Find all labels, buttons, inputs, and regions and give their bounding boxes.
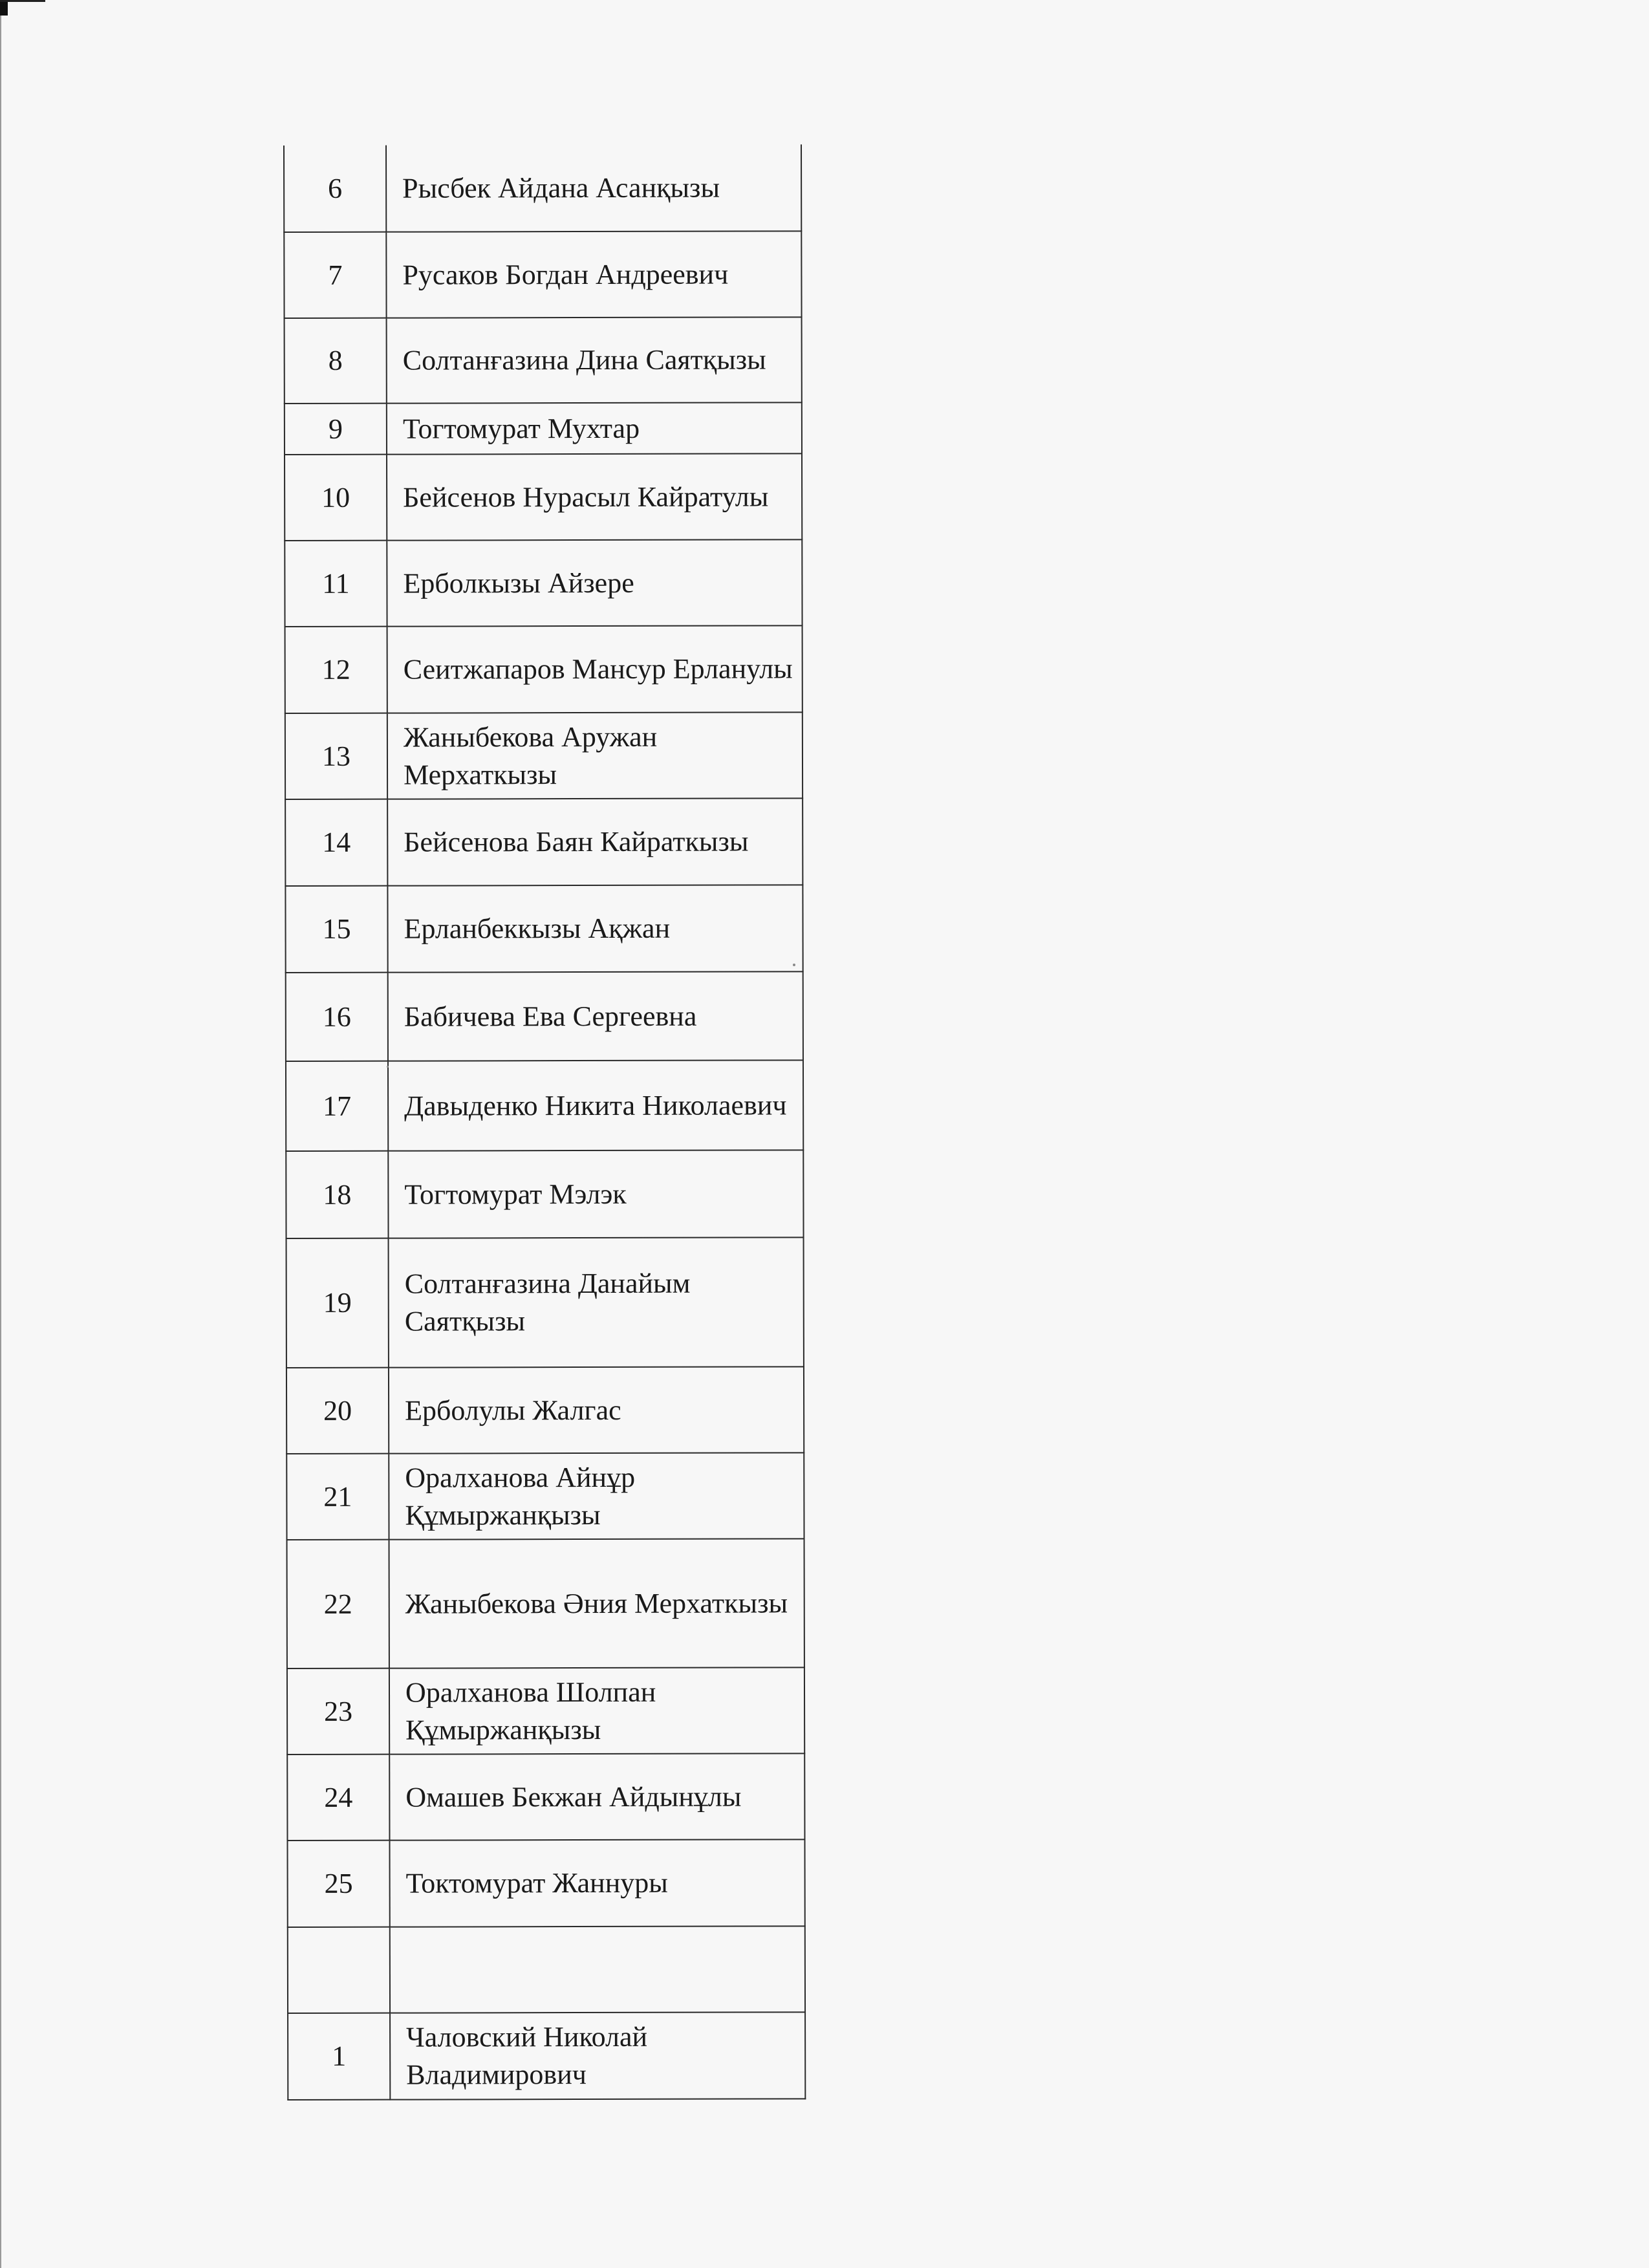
document-page [283,144,804,2101]
table-row [287,1753,804,1841]
student-name: Тогтомурат Мухтар [387,402,802,454]
row-number: 16 [286,973,388,1061]
row-number: 25 [287,1841,389,1927]
student-name [390,1926,805,2013]
scan-speck [793,964,795,966]
table-row [286,1366,804,1454]
student-name: Оралханова Шолпан Құмыржанқызы [389,1667,804,1754]
row-number: 14 [285,799,387,886]
row-number: 23 [287,1669,389,1755]
scan-edge-shadow [0,0,1,2268]
row-number: 12 [285,627,387,713]
row-number: 7 [284,232,386,318]
table-row [285,625,803,713]
student-name: Оралханова Айнұр Құмыржанқызы [389,1453,804,1539]
student-name: Ерланбеккызы Ақжан [387,885,803,972]
student-name: Жаныбекова Аружан Мерхаткызы [387,712,803,799]
row-number: 21 [286,1454,389,1540]
student-name: Чаловский Николай Владимирович [390,2012,805,2099]
table-row-empty [288,1926,805,2013]
row-number: 22 [287,1540,389,1669]
student-name: Бабичева Ева Сергеевна [388,971,803,1061]
student-name: Русаков Богдан Андреевич [386,231,801,318]
row-number: 17 [286,1061,388,1151]
row-number [288,1927,390,2013]
row-number: 15 [285,886,387,973]
table-row [285,798,803,886]
table-row [286,1237,804,1368]
scan-corner-line [0,0,45,2]
row-number: 9 [285,404,387,455]
table-row [285,402,802,455]
student-name: Солтанғазина Данайым Саятқызы [389,1237,804,1367]
student-name: Ерболулы Жалгас [389,1366,804,1453]
table-row [287,1839,804,1927]
row-number: 8 [285,318,387,404]
row-number: 20 [286,1368,389,1454]
student-name: Ерболкызы Айзере [387,539,802,626]
scan-corner-mark [0,0,8,16]
table-row [285,885,803,973]
row-number: 1 [288,2013,390,2100]
table-row [285,453,802,541]
table-row [284,144,801,232]
row-number: 19 [286,1238,389,1368]
table-row [288,2012,805,2100]
table-row [285,539,802,627]
student-name: Давыденко Никита Николаевич [388,1060,803,1150]
student-name: Токтомурат Жаннуры [389,1839,804,1927]
student-name: Рысбек Айдана Асанқызы [386,144,801,232]
student-roster-table [283,144,806,2101]
table-row [286,1453,804,1540]
table-row [287,1539,804,1669]
row-number: 10 [285,455,387,541]
row-number: 13 [285,713,387,799]
student-name: Бейсенов Нурасыл Кайратулы [387,453,802,540]
table-row [285,712,803,799]
row-number: 11 [285,541,387,627]
table-row [287,1667,804,1755]
table-row [286,1060,803,1151]
student-name: Омашев Бекжан Айдынұлы [389,1753,804,1840]
student-name: Жаныбекова Әния Мерхаткызы [389,1539,804,1668]
student-name: Бейсенова Баян Кайраткызы [387,798,803,885]
scan-speck [387,1066,389,1068]
table-row [284,231,801,318]
row-number: 24 [287,1755,389,1841]
student-name: Солтанғазина Дина Саятқызы [387,317,802,403]
table-row [286,971,803,1061]
student-name: Сеитжапаров Мансур Ерланулы [387,625,803,713]
table-row [286,1150,803,1238]
row-number: 6 [284,146,386,232]
student-name: Тогтомурат Мэлэк [388,1150,803,1238]
row-number: 18 [286,1151,388,1238]
table-row [285,317,802,404]
